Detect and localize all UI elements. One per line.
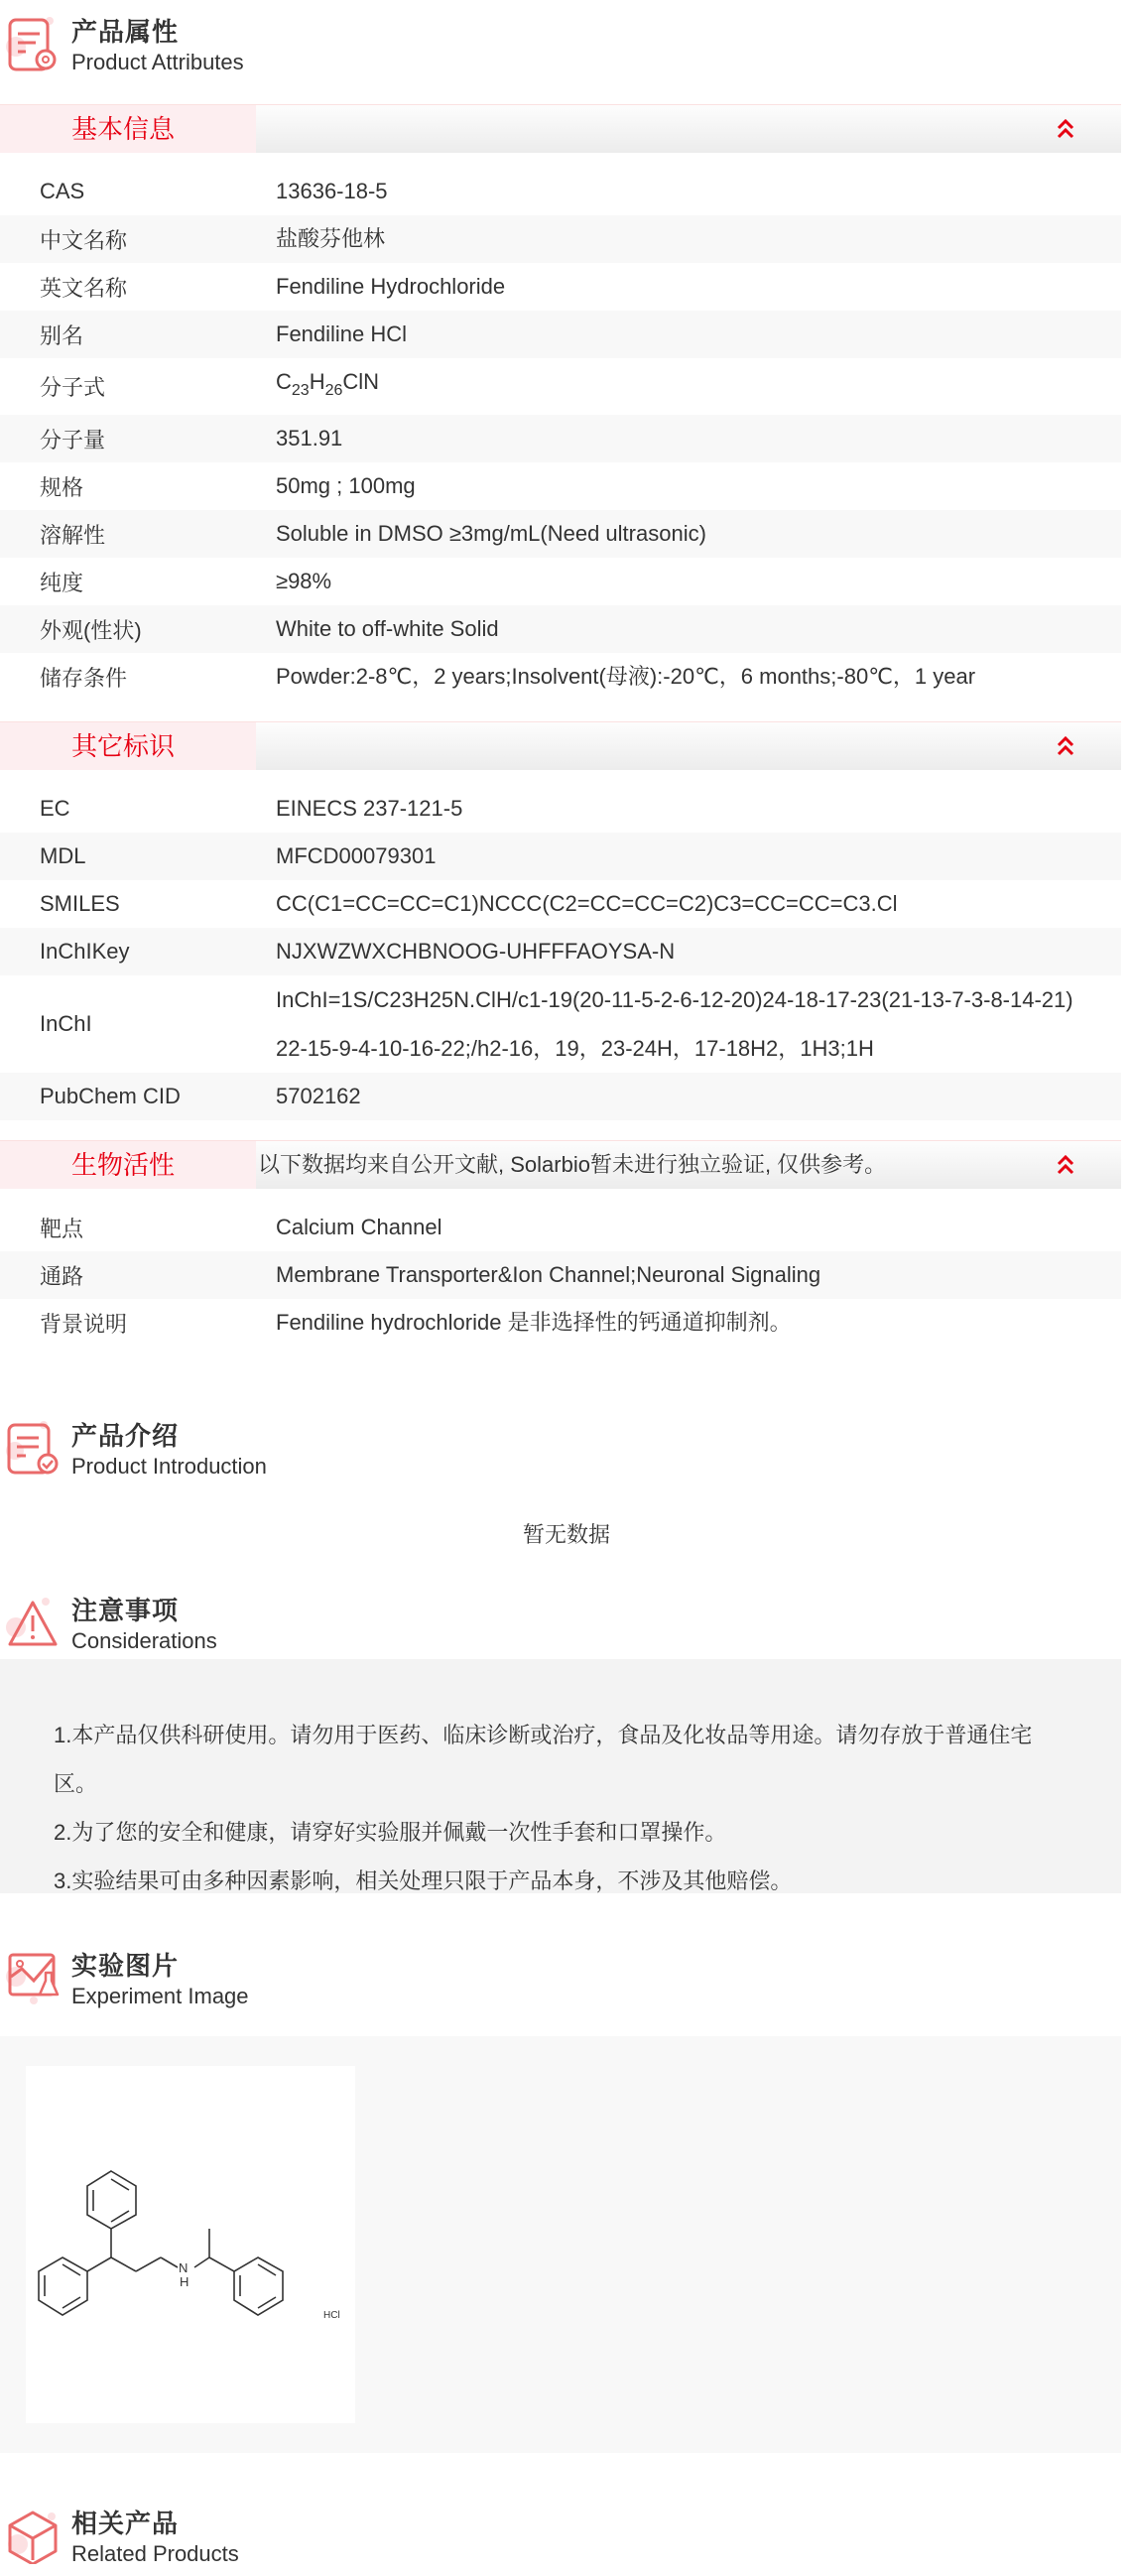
experiment-image-panel: [0, 2036, 1121, 2453]
basic-info-header[interactable]: [0, 104, 1121, 153]
row-key: 外观(性状): [40, 617, 142, 643]
table-row: [0, 358, 1121, 415]
row-value: ≥98%: [276, 569, 332, 593]
table-row: [0, 833, 1121, 880]
row-value: Fendiline HCl: [276, 322, 408, 346]
bio-activity-label: 生物活性: [0, 1141, 256, 1189]
amine-label: N: [179, 2260, 189, 2275]
row-value: 50mg ; 100mg: [276, 473, 416, 498]
row-key: 纯度: [40, 570, 84, 595]
table-row: [0, 168, 1121, 215]
row-value: NJXWZWXCHBNOOG-UHFFFAOYSA-N: [276, 939, 676, 964]
row-key: EC: [40, 796, 70, 821]
other-ids-label: 其它标识: [0, 722, 256, 770]
row-key: SMILES: [40, 891, 120, 916]
row-key: MDL: [40, 843, 86, 868]
section-title-en: Considerations: [71, 1628, 217, 1653]
row-value: Powder:2-8℃，2 years;Insolvent(母液):-20℃，6 months;-80℃，1 year: [276, 664, 976, 689]
product-attributes-heading: [0, 17, 595, 76]
table-row: [0, 311, 1121, 358]
document-gear-icon: [6, 17, 60, 72]
row-value: White to off-white Solid: [276, 616, 499, 641]
row-key: 规格: [40, 474, 84, 500]
row-value: MFCD00079301: [276, 843, 437, 868]
table-row: [0, 510, 1121, 558]
considerations-heading: [0, 1596, 595, 1655]
considerations-panel: [0, 1659, 1121, 1893]
row-value: Soluble in DMSO ≥3mg/mL(Need ultrasonic): [276, 521, 706, 546]
table-row: [0, 1251, 1121, 1299]
other-ids-table: [0, 785, 1121, 1120]
double-chevron-up-icon[interactable]: [1054, 117, 1077, 141]
row-key: 分子式: [40, 375, 106, 400]
row-value: Calcium Channel: [276, 1215, 442, 1239]
experiment-image-heading: [0, 1951, 595, 2010]
row-value: 13636-18-5: [276, 179, 388, 203]
consideration-item: 1.本产品仅供科研使用。请勿用于医药、临床诊断或治疗，食品及化妆品等用途。请勿存放于普通住宅区。: [54, 1723, 1033, 1796]
double-chevron-up-icon[interactable]: [1054, 1153, 1077, 1177]
table-row: [0, 1204, 1121, 1251]
related-products-heading: [0, 2509, 595, 2568]
structure-image[interactable]: [26, 2066, 355, 2423]
document-check-icon: [6, 1421, 60, 1477]
row-key: InChIKey: [40, 939, 130, 964]
section-title-en: Product Attributes: [71, 50, 244, 74]
row-key: CAS: [40, 179, 85, 203]
row-value: EINECS 237-121-5: [276, 796, 463, 821]
row-value: 351.91: [276, 426, 343, 451]
table-row: [0, 415, 1121, 462]
row-key: 别名: [40, 322, 84, 348]
amine-h-label: H: [180, 2274, 189, 2289]
bio-activity-header[interactable]: [0, 1140, 1121, 1189]
table-row: [0, 1073, 1121, 1120]
row-key: InChI: [40, 1011, 92, 1036]
section-title-en: Related Products: [71, 2541, 239, 2566]
section-title-cn: 产品介绍: [71, 1421, 180, 1451]
row-key: 溶解性: [40, 522, 106, 548]
disclaimer-note: 以下数据均来自公开文献, Solarbio暂未进行独立验证, 仅供参考。: [258, 1152, 887, 1177]
consideration-item: 2.为了您的安全和健康，请穿好实验服并佩戴一次性手套和口罩操作。: [54, 1820, 727, 1845]
chemical-structure-diagram: [26, 2066, 355, 2423]
row-value: 5702162: [276, 1084, 361, 1108]
table-row: [0, 653, 1121, 701]
image-flask-icon: [6, 1951, 60, 2006]
row-key: 中文名称: [40, 227, 128, 253]
cube-icon: [6, 2509, 60, 2564]
table-row: [0, 263, 1121, 311]
section-title-cn: 实验图片: [71, 1951, 180, 1981]
warning-triangle-icon: [6, 1596, 60, 1651]
section-title-en: Product Introduction: [71, 1454, 267, 1479]
table-row: [0, 558, 1121, 605]
row-key: 背景说明: [40, 1311, 128, 1337]
row-value: InChI=1S/C23H25N.ClH/c1-19(20-11-5-2-6-12-20)24-18-17-23(21-13-7-3-8-14-21)22-15-9-4-10-16-22;/h2-16，19，23-24H，17-18H2，1H3;1H: [276, 987, 1073, 1061]
row-key: PubChem CID: [40, 1084, 181, 1108]
section-title-en: Experiment Image: [71, 1984, 249, 2008]
table-row: [0, 462, 1121, 510]
row-key: 英文名称: [40, 275, 128, 301]
table-row: [0, 785, 1121, 833]
molecular-formula: $C_{23}H_{26}ClN$: [276, 369, 380, 399]
row-value: Fendiline Hydrochloride: [276, 274, 506, 299]
section-title-cn: 注意事项: [71, 1596, 180, 1625]
table-row: [0, 928, 1121, 975]
section-title-cn: 相关产品: [71, 2509, 180, 2538]
row-key: 靶点: [40, 1216, 84, 1241]
row-value: Fendiline hydrochloride 是非选择性的钙通道抑制剂。: [276, 1310, 792, 1335]
product-intro-heading: [0, 1421, 595, 1481]
table-row: [0, 1299, 1121, 1347]
no-data-text: 暂无数据: [522, 1522, 610, 1547]
table-row: [0, 975, 1121, 1073]
bio-activity-table: [0, 1204, 1121, 1347]
row-value: CC(C1=CC=CC=C1)NCCC(C2=CC=CC=C2)C3=CC=CC=C3.Cl: [276, 891, 898, 916]
table-row: [0, 880, 1121, 928]
double-chevron-up-icon[interactable]: [1054, 734, 1077, 758]
salt-label: HCl: [323, 2310, 340, 2321]
basic-info-table: [0, 168, 1121, 701]
row-key: 分子量: [40, 427, 106, 452]
row-value: Membrane Transporter&Ion Channel;Neuronal Signaling: [276, 1262, 821, 1287]
other-ids-header[interactable]: [0, 721, 1121, 770]
section-title-cn: 产品属性: [71, 17, 180, 47]
row-key: 储存条件: [40, 665, 128, 691]
table-row: [0, 215, 1121, 263]
table-row: [0, 605, 1121, 653]
basic-info-label: 基本信息: [0, 105, 256, 153]
row-value: 盐酸芬他林: [276, 226, 386, 251]
consideration-item: 3.实验结果可由多种因素影响，相关处理只限于产品本身，不涉及其他赔偿。: [54, 1868, 793, 1893]
row-key: 通路: [40, 1263, 84, 1289]
